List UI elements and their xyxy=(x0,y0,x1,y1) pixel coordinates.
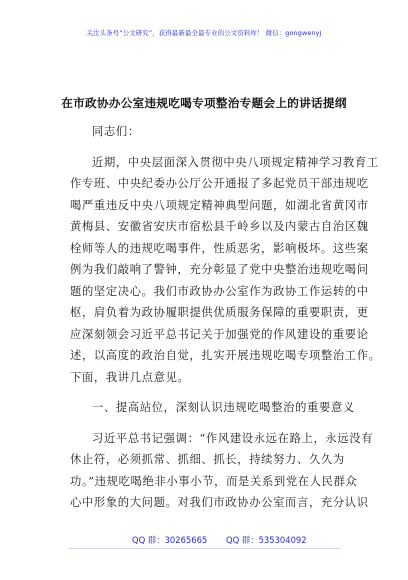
paragraph-line: 功。”违规吃喝绝非小事小节，而是关系到党在人民群众 xyxy=(70,474,358,488)
footer-qq-group-1: QQ 群：30265665 xyxy=(132,535,208,545)
footer-qq-group-2: QQ 群：535304092 xyxy=(226,535,307,545)
paragraph-line: 休止符，必须抓常、抓细、抓长，持续努力、久久为 xyxy=(70,453,345,466)
paragraph-line: 近期，中央层面深入贯彻中央八项规定精神学习教育工 xyxy=(92,155,379,169)
salutation: 同志们： xyxy=(92,125,140,138)
paragraph-2 xyxy=(70,428,374,514)
paragraph-line: 下面，我讲几点意见。 xyxy=(70,370,190,384)
paragraph-line: 喝严重违反中央八项规定精神典型问题，如湖北省黄冈市 xyxy=(70,198,369,212)
paragraph-line: 心中形象的大问题。对我们市政协办公室而言，充分认识 xyxy=(70,496,369,509)
paragraph-line: 应深刻领会习近平总书记关于加强党的作风建设的重要论 xyxy=(70,327,369,341)
paragraph-gap xyxy=(70,143,341,152)
paragraph-line: 习近平总书记强调：“作风建设永远在路上，永远没有 xyxy=(92,431,374,445)
paragraph-gap xyxy=(70,388,341,397)
paragraph-gap xyxy=(70,419,341,428)
document-body xyxy=(70,121,381,514)
paragraph-line: 栓师等人的违规吃喝事件，性质恶劣，影响极坏。这些案 xyxy=(70,241,369,255)
paragraph-line: 枢，肩负着为政协履职提供优质服务保障的重要职责，更 xyxy=(70,306,369,319)
paragraph-line: 例为我们敲响了警钟，充分彰显了党中央整治违规吃喝问 xyxy=(70,263,369,276)
paragraph-line: 作专班、中央纪委办公厅公开通报了多起党员干部违规吃 xyxy=(70,177,369,190)
paragraph-line: 黄梅县、安徽省安庆市宿松县千岭乡以及内蒙古自治区魏 xyxy=(70,220,369,233)
top-banner: 关注头条号“公文研究”，获得最新最全最专业的公文资料库！ 微信：gongwenyj xyxy=(86,29,322,37)
paragraph-1 xyxy=(70,152,381,389)
section-heading-1: 一、提高站位，深刻认识违规吃喝整治的重要意义 xyxy=(92,401,355,414)
paragraph-line: 题的坚定决心。我们市政协办公室作为政协工作运转的中 xyxy=(70,284,369,298)
paragraph-line: 述，以高度的政治自觉，扎实开展违规吃喝专项整治工作。 xyxy=(70,349,381,362)
footer-divider xyxy=(69,548,341,549)
document-title: 在市政协办公室违规吃喝专项整治专题会上的讲话提纲 xyxy=(61,96,347,110)
